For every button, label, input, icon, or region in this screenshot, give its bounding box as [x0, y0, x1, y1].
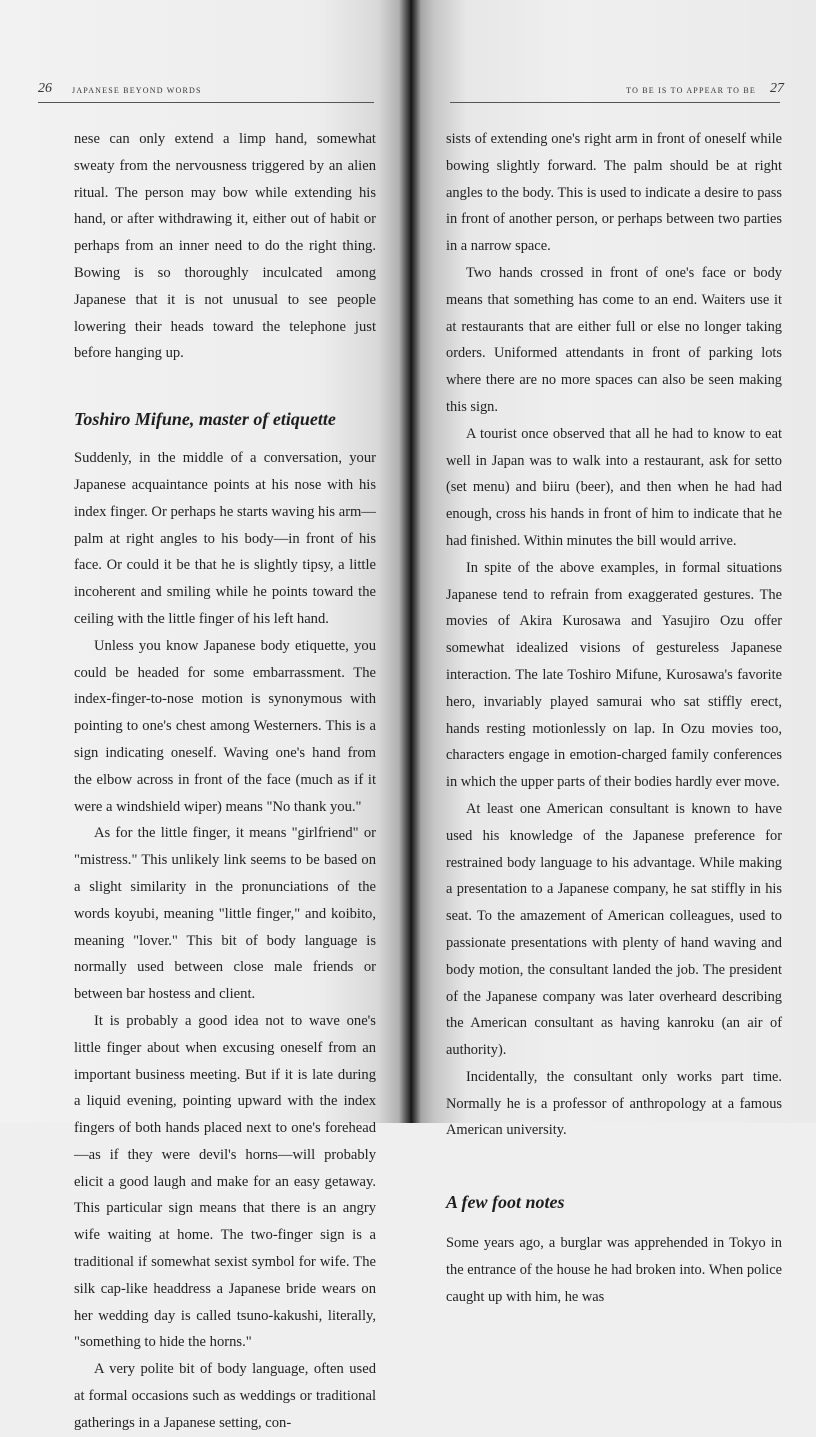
paragraph: At least one American consultant is known to have used his knowledge of the Japanese preference for restrained body language to his advantage. While making a presentation to a Japanese company, he sat stiffly in his seat. To the amazement of American colleagues, used to passionate presentations with plenty of hand waving and body motion, the consultant landed the job. The president of the Japanese company was later overheard describing the American consultant as having kanroku (an air of authority). [446, 800, 782, 1059]
paragraph: Some years ago, a burglar was apprehended in Tokyo in the entrance of the house he had broken into. When police caught up with him, he was [446, 1235, 782, 1305]
right-page [410, 0, 816, 1305]
running-head-title-right: TO BE IS TO APPEAR TO BE [626, 86, 756, 95]
running-head-title-left: JAPANESE BEYOND WORDS [72, 86, 202, 95]
paragraph: sists of extending one's right arm in front of oneself while bowing slightly forward. The palm should be at right angles to the body. This is used to indicate a desire to pass in front of another person, or perhaps between two parties in a narrow space. [446, 131, 782, 255]
paragraph: Suddenly, in the middle of a conversation, your Japanese acquaintance points at his nose with his index finger. Or perhaps he starts waving his arm—palm at right angles to his body—in front of his face. Or could it be that he is slightly tipsy, a little incoherent and smiling while he points toward the ceiling with the little finger of his left hand. [74, 450, 376, 627]
section-heading: Toshiro Mifune, master of etiquette [74, 409, 336, 430]
left-body-text [74, 126, 376, 1437]
paragraph: A tourist once observed that all he had to know to eat well in Japan was to walk into a restaurant, ask for setto (set menu) and biiru (beer), and then when he had had enough, cross his hands in front of him to indicate that he had finished. Within minutes the bill would arrive. [446, 425, 782, 549]
paragraph: As for the little finger, it means "girlfriend" or "mistress." This unlikely link seems to be based on a slight similarity in the pronunciations of the words koyubi, meaning "little finger," and koibito, meaning "lover." This bit of body language is normally used between close male friends or between bar hostess and client. [74, 825, 376, 1003]
right-running-head [450, 80, 784, 103]
left-running-head [38, 80, 374, 103]
section-heading: A few foot notes [446, 1192, 565, 1213]
paragraph: A very polite bit of body language, often used at formal occasions such as weddings or traditional gatherings in a Japanese setting, con- [74, 1361, 376, 1431]
paragraph: In spite of the above examples, in formal situations Japanese tend to refrain from exaggerated gestures. The movies of Akira Kurosawa and Yasujiro Ozu offer somewhat idealized visions of gestureless Japanese interaction. The late Toshiro Mifune, Kurosawa's favorite hero, invariably played samurai who sat stiffly erect, hands resting motionlessly on lap. In Ozu movies too, characters engage in emotion-charged family conferences in which the upper parts of their bodies hardly ever move. [446, 559, 782, 791]
paragraph: Unless you know Japanese body etiquette, you could be headed for some embarrassment. The index-finger-to-nose motion is synonymous with pointing to one's chest among Westerners. This is a sign indicating oneself. Waving one's hand from the elbow across in front of the face (much as if it were a windshield wiper) means "No thank you." [74, 637, 376, 815]
paragraph: It is probably a good idea not to wave one's little finger about when excusing oneself from an important business meeting. But if it is late during a liquid evening, pointing upward with the index fingers of both hands placed next to one's forehead—as if they were devil's horns—will probably elicit a good laugh and make for an easy getaway. This particular sign means that there is an angry wife waiting at home. The two-finger sign is a traditional if somewhat sexist symbol for wife. The silk cap-like headdress a Japanese bride wears on her wedding day is called tsuno-kakushi, literally, "something to hide the horns." [74, 1012, 376, 1351]
page-number-left: 26 [38, 81, 52, 96]
paragraph: nese can only extend a limp hand, somewhat sweaty from the nervousness triggered by an alien ritual. The person may bow while extending his hand, or after withdrawing it, either out of habit or perhaps from an inner need to do the right thing. Bowing is so thoroughly inculcated among Japanese that it is not unusual to see people lowering their heads toward the telephone just before hanging up. [74, 131, 376, 362]
right-body-text [446, 126, 782, 1311]
paragraph: Incidentally, the consultant only works part time. Normally he is a professor of anthropology at a famous American university. [446, 1068, 782, 1139]
paragraph: Two hands crossed in front of one's face or body means that something has come to an end. Waiters use it at restaurants that are either full or else no longer taking orders. Uniformed attendants in front of parking lots where there are no more spaces can also be seen making this sign. [446, 264, 782, 415]
page-number-right: 27 [770, 81, 784, 96]
